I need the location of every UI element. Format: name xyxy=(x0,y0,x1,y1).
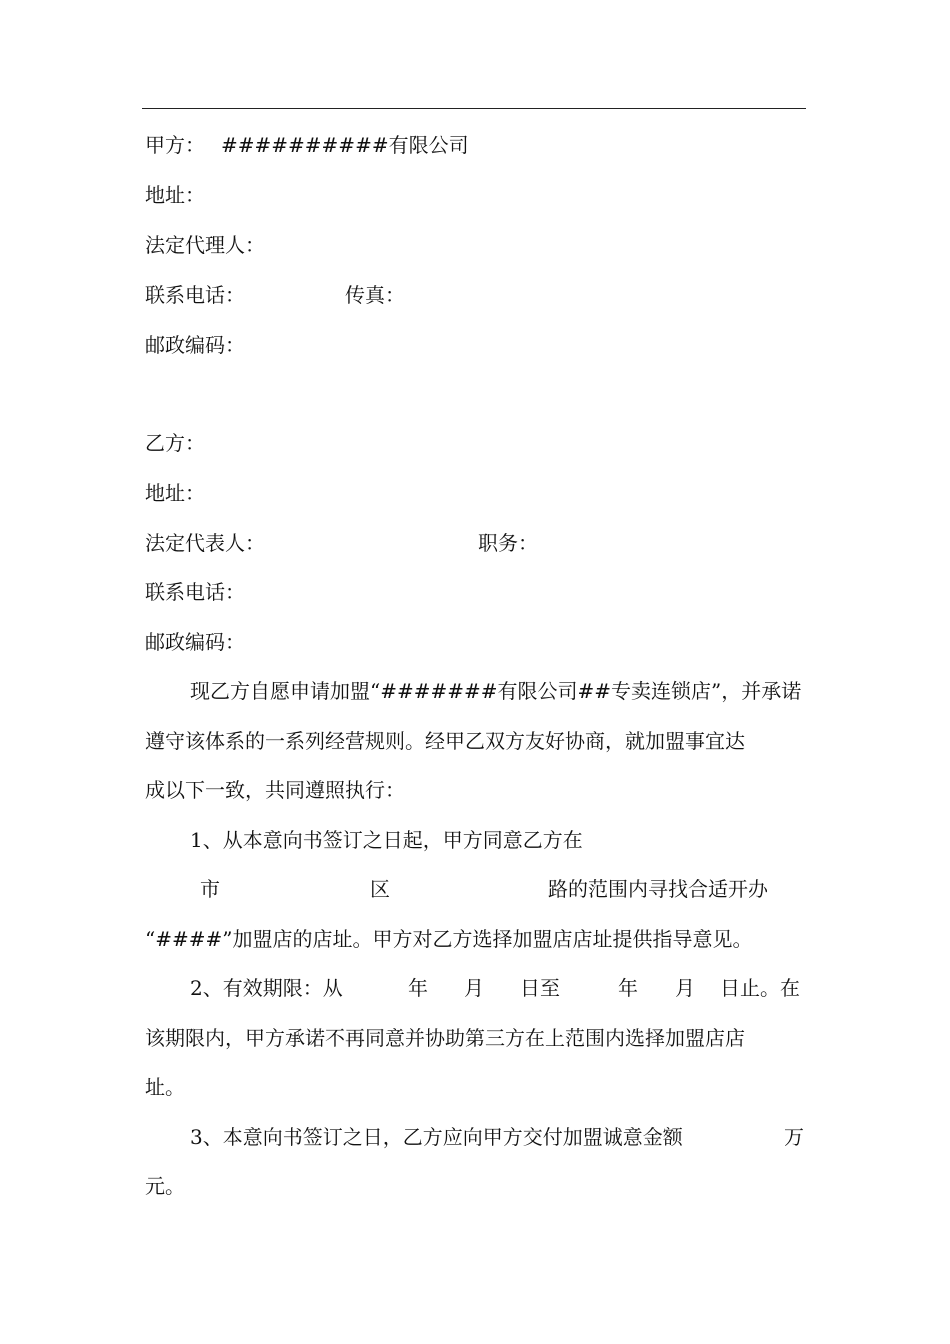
clause-3-unit: 万 xyxy=(784,1125,804,1149)
clause-2-from: 2、有效期限：从 xyxy=(190,976,343,1000)
party-a-address-label: 地址： xyxy=(145,183,205,207)
preamble-line-1: 现乙方自愿申请加盟“#######有限公司##专卖连锁店”，并承诺 xyxy=(190,679,802,703)
clause-2-day-to: 日至 xyxy=(520,976,560,1000)
clause-1-road-text: 路的范围内寻找合适开办 xyxy=(548,877,768,901)
party-a-legal-agent-label: 法定代理人： xyxy=(145,233,265,257)
party-b-position-label: 职务： xyxy=(478,531,538,555)
clause-1-line-3: “####”加盟店的店址。甲方对乙方选择加盟店店址提供指导意见。 xyxy=(145,927,753,951)
header-rule xyxy=(142,108,806,109)
clause-2-year-1: 年 xyxy=(408,976,428,1000)
party-b-address-label: 地址： xyxy=(145,481,205,505)
clause-2-month-1: 月 xyxy=(464,976,484,1000)
party-a-fax-label: 传真： xyxy=(345,283,405,307)
clause-2-month-2: 月 xyxy=(675,976,695,1000)
party-a-name: ##########有限公司 xyxy=(221,133,469,157)
clause-1-line-1: 1、从本意向书签订之日起，甲方同意乙方在 xyxy=(190,828,583,852)
clause-2-line-3: 址。 xyxy=(145,1075,185,1099)
preamble-line-2: 遵守该体系的一系列经营规则。经甲乙双方友好协商，就加盟事宜达 xyxy=(145,729,745,753)
clause-2-day-end: 日止。在 xyxy=(720,976,800,1000)
party-a-label: 甲方： xyxy=(145,133,205,157)
preamble-line-3: 成以下一致，共同遵照执行： xyxy=(145,778,405,802)
party-b-legal-rep-label: 法定代表人： xyxy=(145,531,265,555)
party-b-phone-label: 联系电话： xyxy=(145,580,245,604)
party-b-label: 乙方： xyxy=(145,431,205,455)
party-b-postcode-label: 邮政编码： xyxy=(145,630,245,654)
clause-3-text: 3、本意向书签订之日，乙方应向甲方交付加盟诚意金额 xyxy=(190,1125,683,1149)
clause-2-line-2: 该期限内，甲方承诺不再同意并协助第三方在上范围内选择加盟店店 xyxy=(145,1026,745,1050)
party-a-phone-label: 联系电话： xyxy=(145,283,245,307)
clause-1-district: 区 xyxy=(370,877,390,901)
clause-3-line-2: 元。 xyxy=(145,1174,185,1198)
clause-2-year-2: 年 xyxy=(618,976,638,1000)
party-a-postcode-label: 邮政编码： xyxy=(145,333,245,357)
clause-1-city: 市 xyxy=(200,877,220,901)
